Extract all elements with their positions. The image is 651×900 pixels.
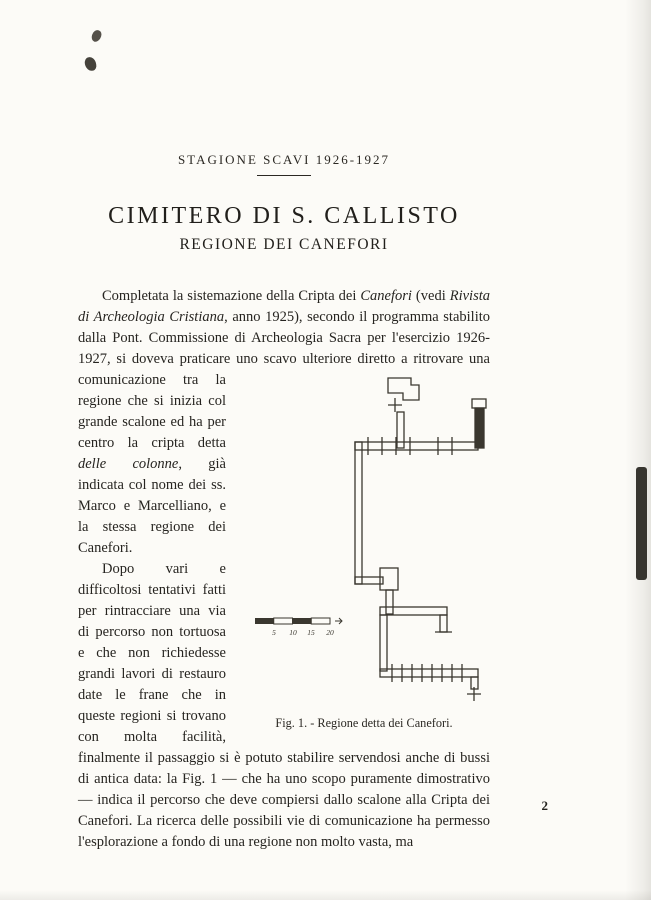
plan-corridor <box>380 615 387 671</box>
italic-term-rivista: Rivista di Archeologia Cristiana <box>78 288 490 325</box>
paragraph-1-segment: , anno 1925), secondo il programma stabilito dalla Pont. Commissione di Archeologia Sacra per l'esercizio 1926-1927, si doveva praticare uno scavo ulteriore diretto a <box>78 309 490 367</box>
body-text <box>78 286 490 853</box>
scale-tick-label: 5 <box>272 628 276 637</box>
scan-edge-artifact <box>636 467 647 580</box>
plan-corridor <box>355 577 383 584</box>
paragraph-2: Dopo vari e difficoltosi tentativi fatti per rintracciare una via di percorso non tortuosa e che non richiedesse grandi lavori di restauro date le frane che in queste regioni si trovano con molta facilità, finalmente il passaggio si è potuto stabilire servendosi anche di bussi di antica data: la Fig. 1 — che ha uno scopo puramente dimostrativo — indica il percorso che deve compiersi dallo scalone alla Cripta dei Canefori. La ricerca delle possibili vie di comunicazione ha permesso l'esplorazione a fondo di una regione non molto vasta, ma <box>78 561 490 850</box>
plan-corridor <box>440 615 447 632</box>
plan-ticks <box>392 664 462 682</box>
plan-corridor <box>380 669 478 677</box>
paragraph-1-segment: Completata la sistemazione della Cripta dei <box>102 288 361 304</box>
plan-corridor <box>386 590 393 614</box>
italic-term-canefori: Canefori <box>360 288 412 304</box>
page-title: CIMITERO DI S. CALLISTO <box>108 203 460 229</box>
plan-crypt-cross <box>388 398 402 412</box>
scale-arrow <box>335 618 342 624</box>
catacomb-plan-drawing <box>238 372 490 707</box>
header-rule <box>257 175 311 176</box>
plan-ticks <box>368 437 452 455</box>
plan-structure-filled <box>475 408 484 448</box>
paragraph-1-segment: ritrovare una comunicazione tra la regione che si inizia col grande scalone ed ha per centro la cripta detta <box>78 351 490 451</box>
figure-block <box>238 372 490 731</box>
page-content <box>78 0 548 853</box>
paragraph-1-segment: , già indicata col nome dei ss. Marco e Marcelliano, e la stessa regione dei Canefori. <box>78 456 226 556</box>
scale-tick-label: 10 <box>289 628 297 637</box>
page-edge-shadow <box>625 0 651 900</box>
scale-tick-label: 20 <box>326 628 334 637</box>
scale-bar <box>255 618 342 637</box>
running-head: STAGIONE SCAVI 1926-1927 <box>177 152 391 167</box>
scale-tick-label: 15 <box>307 628 315 637</box>
plan-corridor <box>355 442 478 450</box>
figure-caption: Fig. 1. - Regione detta dei Canefori. <box>275 716 453 730</box>
italic-term-delle-colonne: delle colonne <box>78 456 179 472</box>
paragraph-1-segment: (vedi <box>411 288 450 304</box>
page-subtitle: REGIONE DEI CANEFORI <box>179 236 389 253</box>
plan-corridor <box>355 442 362 584</box>
plan-terminal-cross <box>467 687 481 701</box>
page-number: 2 <box>541 798 548 813</box>
page-bottom-shadow <box>0 890 651 900</box>
plan-crypt <box>388 378 419 400</box>
plan-structure <box>472 399 486 408</box>
